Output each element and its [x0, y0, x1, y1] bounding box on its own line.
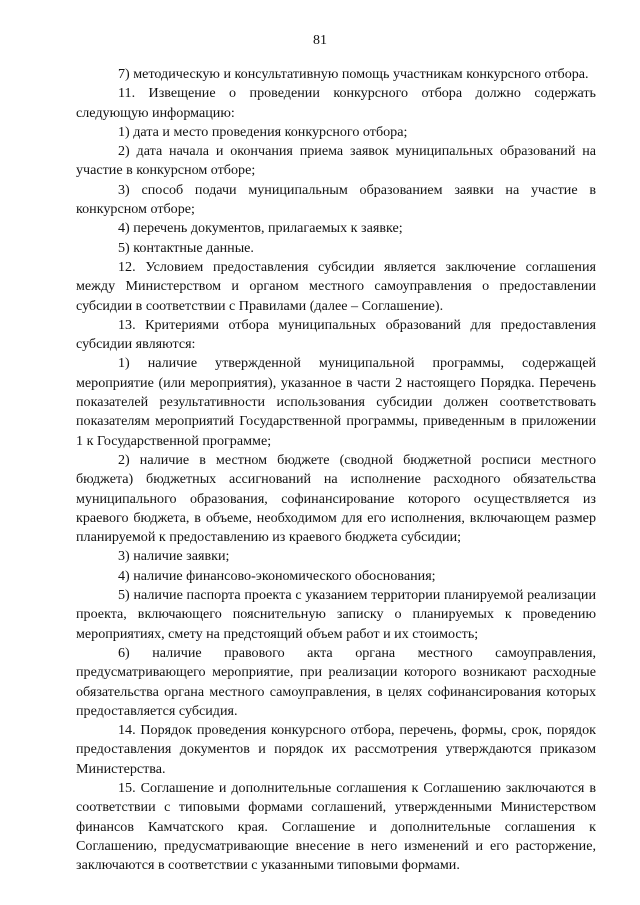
document-body [76, 65, 596, 875]
paragraph-criteria-item-6: 6) наличие правового акта органа местного самоуправления, предусматривающего мероприятие, при реализации которого возникают расходные обязательства органа местного самоуправления, в целях софинансирования которых предоставляется субсидия. [76, 644, 596, 719]
paragraph-criteria-item-2: 2) наличие в местном бюджете (сводной бюджетной росписи местного бюджета) бюджетных ассигнований на исполнение расходного обязательства муниципального образования, софинансирование которого осуществляется из краевого бюджета, в объеме, необходимом для его исполнения, включающем размер планируемой к предоставлению из краевого бюджета субсидии; [76, 451, 596, 546]
paragraph-notice-item-5: 5) контактные данные. [118, 239, 254, 256]
paragraph-criteria-item-4: 4) наличие финансово-экономического обоснования; [118, 567, 436, 584]
paragraph-14-selection-procedure: 14. Порядок проведения конкурсного отбора, перечень, формы, срок, порядок предоставления документов и порядок их рассмотрения утверждаются приказом Министерства. [76, 722, 596, 777]
paragraph-criteria-item-1: 1) наличие утвержденной муниципальной программы, содержащей мероприятие (или мероприятия), указанное в части 2 настоящего Порядка. Перечень показателей результативности использования субсидии должен соответствовать показателям мероприятий Государственной программы, приведенным в приложении 1 к Государственной программе; [76, 355, 596, 449]
paragraph-criteria-item-3: 3) наличие заявки; [118, 548, 230, 565]
paragraph-13-selection-criteria: 13. Критериями отбора муниципальных образований для предоставления субсидии являются: [76, 316, 596, 353]
paragraph-12-subsidy-condition: 12. Условием предоставления субсидии является заключение соглашения между Министерством и органом местного самоуправления о предоставлении субсидии в соответствии с Правилами (далее – Соглашение). [76, 258, 596, 314]
paragraph-notice-item-2: 2) дата начала и окончания приема заявок муниципальных образований на участие в конкурсном отборе; [76, 143, 596, 179]
paragraph-notice-item-3: 3) способ подачи муниципальным образованием заявки на участие в конкурсном отборе; [76, 181, 596, 218]
paragraph-notice-item-4: 4) перечень документов, прилагаемых к заявке; [118, 220, 403, 237]
paragraph-item-7-methodical-help: 7) методическую и консультативную помощь участникам конкурсного отбора. [118, 66, 589, 82]
page-number: 81 [313, 33, 327, 48]
paragraph-criteria-item-5: 5) наличие паспорта проекта с указанием территории планируемой реализации проекта, включающего пояснительную записку о планируемых к проведению мероприятиях, смету на предстоящий объем работ и их стоимость; [76, 587, 596, 642]
paragraph-notice-item-1: 1) дата и место проведения конкурсного отбора; [118, 123, 408, 140]
paragraph-15-agreements: 15. Соглашение и дополнительные соглашения к Соглашению заключаются в соответствии с типовыми формами соглашений, утвержденными Министерством финансов Камчатского края. Соглашение и дополнительные соглашения к Соглашению, предусматривающие внесение в него изменений и его расторжение, заключаются в соответствии с указанными типовыми формами. [76, 779, 596, 874]
paragraph-11-notice: 11. Извещение о проведении конкурсного отбора должно содержать следующую информацию: [76, 85, 596, 121]
